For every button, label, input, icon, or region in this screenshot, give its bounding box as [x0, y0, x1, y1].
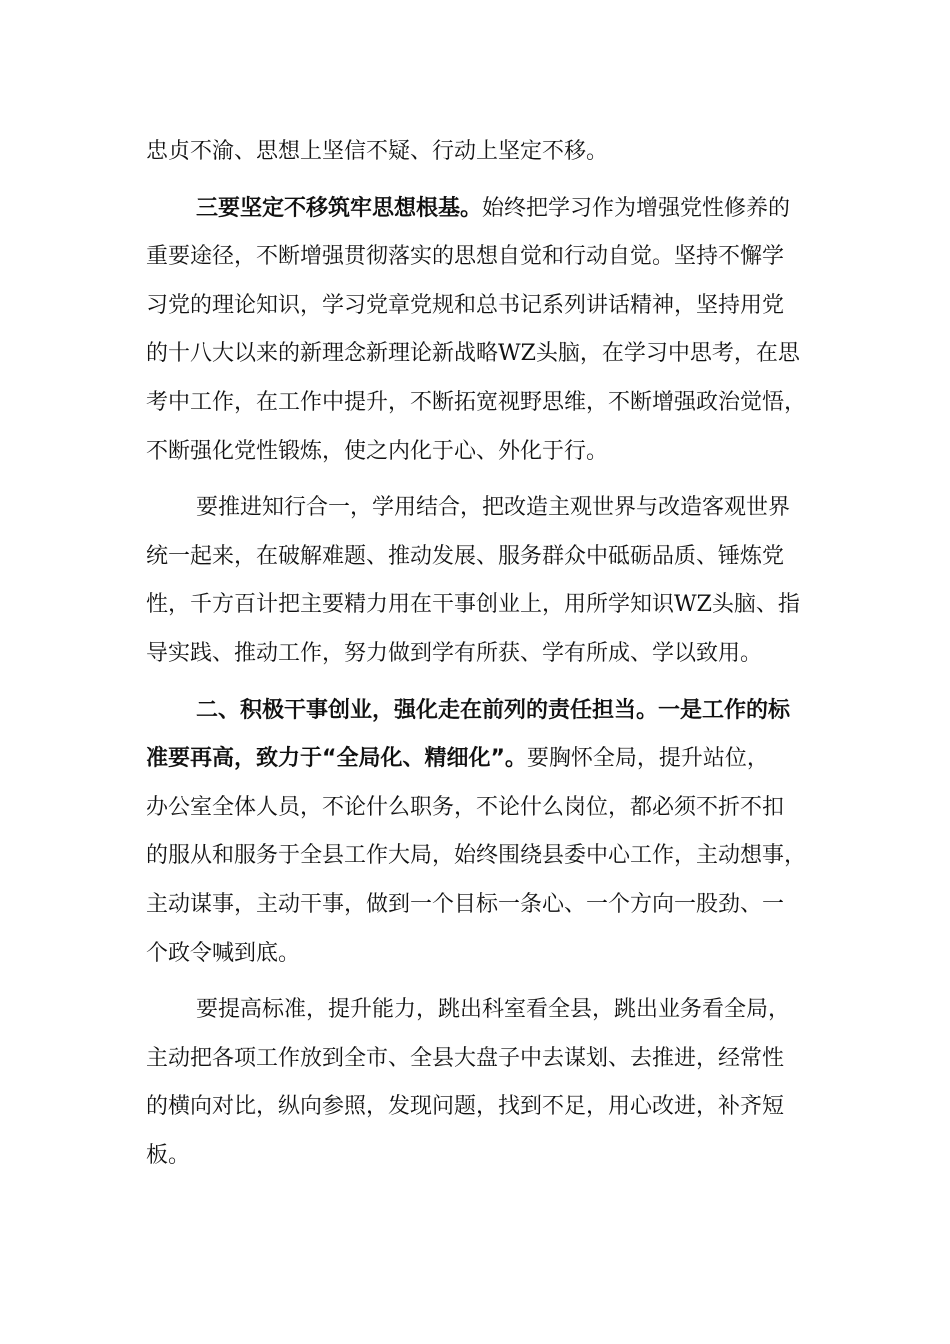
text-line: 准要再高，致力于“全局化、精细化”。要胸怀全局，提升站位， [146, 746, 769, 772]
text-line: 的服从和服务于全县工作大局，始终围绕县委中心工作，主动想事， [146, 843, 807, 869]
text-line [146, 687, 826, 736]
text-line: 考中工作，在工作中提升，不断拓宽视野思维，不断增强政治觉悟， [146, 389, 807, 415]
text-line: 三要坚定不移筑牢思想根基。始终把学习作为增强党性修养的 [196, 195, 791, 221]
text-line: 个政令喊到底。 [146, 940, 301, 966]
text-line: 统一起来，在破解难题、推动发展、服务群众中砥砺品质、锤炼党 [146, 543, 785, 569]
text-line: 办公室全体人员，不论什么职务，不论什么岗位，都必须不折不扣 [146, 794, 785, 820]
text-line: 导实践、推动工作，努力做到学有所获、学有所成、学以致用。 [146, 640, 763, 666]
paragraph [146, 687, 826, 979]
bold-heading: 三要坚定不移筑牢思想根基。 [196, 195, 483, 221]
text-line: 性，千方百计把主要精力用在干事创业上，用所学知识WZ头脑、指 [146, 592, 800, 618]
paragraph [146, 986, 826, 1180]
text-line: 的十八大以来的新理念新理论新战略WZ头脑，在学习中思考，在思 [146, 341, 800, 367]
text-line: 要提高标准，提升能力，跳出科室看全县，跳出业务看全局， [196, 997, 791, 1023]
text-line: 重要途径，不断增强贯彻落实的思想自觉和行动自觉。坚持不懈学 [146, 244, 785, 270]
text-line: 板。 [146, 1142, 191, 1168]
text-line: 主动谋事，主动干事，做到一个目标一条心、一个方向一股劲、一 [146, 891, 785, 917]
text-line: 主动把各项工作放到全市、全县大盘子中去谋划、去推进，经常性 [146, 1045, 785, 1071]
bold-heading: 准要再高，致力于“全局化、精细化”。 [146, 746, 527, 772]
bold-heading: 二、积极干事创业，强化走在前列的责任担当。一是工作的标 [196, 697, 791, 723]
text-line: 的横向对比，纵向参照，发现问题，找到不足，用心改进，补齐短 [146, 1094, 785, 1120]
text-line: 忠贞不渝、思想上坚信不疑、行动上坚定不移。 [146, 139, 609, 164]
text-line: 要推进知行合一，学用结合，把改造主观世界与改造客观世界 [196, 495, 791, 521]
paragraph [146, 185, 826, 477]
text-line: 习党的理论知识，学习党章党规和总书记系列讲话精神，坚持用党 [146, 292, 785, 318]
text-line: 不断强化党性锻炼，使之内化于心、外化于行。 [146, 438, 609, 464]
paragraph [146, 128, 826, 177]
body-text [146, 128, 826, 1180]
paragraph [146, 484, 826, 678]
